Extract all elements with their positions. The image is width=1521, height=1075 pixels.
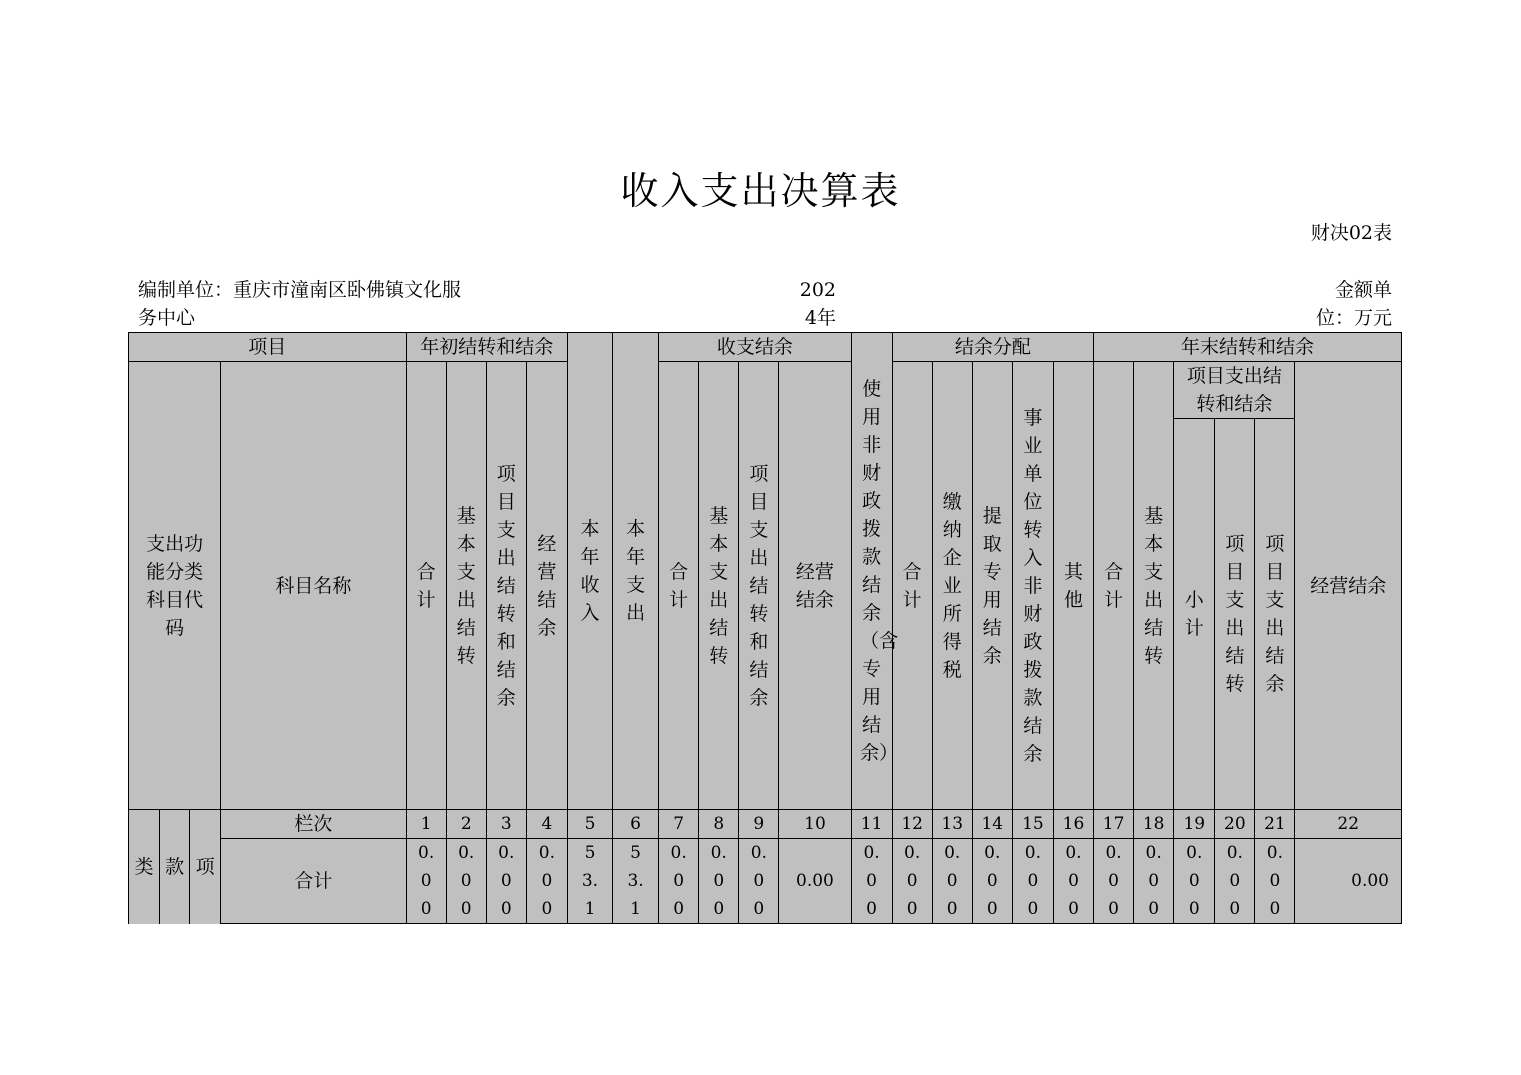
header-lei: 类 [129, 810, 160, 924]
header-distribution-group: 结余分配 [892, 333, 1093, 362]
column-number: 12 [892, 810, 932, 839]
total-cell: 0.00 [406, 839, 446, 924]
total-cell: 0.00 [699, 839, 739, 924]
column-number: 10 [779, 810, 851, 839]
column-number: 19 [1174, 810, 1215, 839]
column-number: 1 [406, 810, 446, 839]
total-cell: 0.00 [1174, 839, 1215, 924]
column-number: 7 [659, 810, 699, 839]
column-number: 20 [1215, 810, 1255, 839]
header-opening-basic-carry: 基本支出结转 [446, 362, 486, 810]
column-number: 6 [613, 810, 659, 839]
column-number: 17 [1094, 810, 1134, 839]
total-cell: 53.1 [567, 839, 612, 924]
column-number: 2 [446, 810, 486, 839]
total-cell: 0.00 [1255, 839, 1295, 924]
total-cell: 0.00 [446, 839, 486, 924]
header-closing-project-sub-group: 项目支出结转和结余 [1174, 362, 1295, 419]
total-cell: 0.00 [739, 839, 779, 924]
header-closing-operating-balance: 经营结余 [1295, 362, 1402, 810]
header-opening-group: 年初结转和结余 [406, 333, 567, 362]
header-dist-special-fund: 提取专用结余 [972, 362, 1012, 810]
total-cell: 0.00 [851, 839, 892, 924]
header-func-code: 支出功能分类科目代码 [129, 362, 221, 810]
header-dist-corp-tax: 缴纳企业所得税 [932, 362, 972, 810]
total-cell: 0.00 [1094, 839, 1134, 924]
column-number: 3 [486, 810, 526, 839]
column-number: 16 [1053, 810, 1093, 839]
header-dist-other: 其他 [1053, 362, 1093, 810]
header-dist-transfer-nonfiscal: 事业单位转入非财政拨款结余 [1012, 362, 1053, 810]
column-number: 11 [851, 810, 892, 839]
header-opening-total: 合计 [406, 362, 446, 810]
column-number: 13 [932, 810, 972, 839]
amount-unit: 金额单位：万元 [1315, 279, 1392, 329]
total-cell: 0.00 [892, 839, 932, 924]
header-balance-total: 合计 [659, 362, 699, 810]
column-number: 21 [1255, 810, 1295, 839]
header-closing-subtotal: 小计 [1174, 419, 1215, 810]
total-cell: 0.00 [932, 839, 972, 924]
page-title: 收入支出决算表 [620, 169, 901, 213]
total-cell: 0.00 [1012, 839, 1053, 924]
header-project: 项目 [129, 333, 407, 362]
header-balance-basic-carry: 基本支出结转 [699, 362, 739, 810]
total-cell: 0.00 [972, 839, 1012, 924]
header-kuan: 款 [160, 810, 190, 924]
column-number-label: 栏次 [221, 810, 406, 839]
header-closing-project-carry: 项目支出结转 [1215, 419, 1255, 810]
total-cell: 53.1 [613, 839, 659, 924]
column-number-row [129, 810, 1402, 839]
header-balance-operating-balance: 经营结余 [779, 362, 851, 810]
header-closing-basic-carry: 基本支出结转 [1134, 362, 1174, 810]
form-code: 财决02表 [1310, 222, 1392, 244]
header-opening-project-carry-balance: 项目支出结转和结余 [486, 362, 526, 810]
total-cell: 0.00 [659, 839, 699, 924]
header-balance-group: 收支结余 [659, 333, 851, 362]
header-closing-group: 年末结转和结余 [1094, 333, 1402, 362]
header-closing-project-balance: 项目支出结余 [1255, 419, 1295, 810]
header-expenditure: 本年支出 [613, 333, 659, 810]
column-number: 18 [1134, 810, 1174, 839]
header-nonfiscal-use: 使用非财政拨款结余（含专用结余） [851, 333, 892, 810]
column-number: 5 [567, 810, 612, 839]
header-revenue: 本年收入 [567, 333, 612, 810]
total-row [129, 839, 1402, 924]
header-balance-project-carry-balance: 项目支出结转和结余 [739, 362, 779, 810]
column-number: 14 [972, 810, 1012, 839]
column-number: 15 [1012, 810, 1053, 839]
total-cell: 0.00 [1215, 839, 1255, 924]
total-cell: 0.00 [1134, 839, 1174, 924]
header-opening-operating-balance: 经营结余 [526, 362, 567, 810]
header-subject-name: 科目名称 [221, 362, 406, 810]
header-xiang: 项 [190, 810, 221, 924]
column-number: 4 [526, 810, 567, 839]
income-expenditure-table [128, 332, 1402, 924]
total-row-label: 合计 [221, 839, 406, 924]
header-closing-total: 合计 [1094, 362, 1134, 810]
total-cell: 0.00 [1053, 839, 1093, 924]
compiling-unit: 编制单位：重庆市潼南区卧佛镇文化服务中心 [138, 279, 462, 329]
column-number: 22 [1295, 810, 1402, 839]
report-year: 2024年 [799, 279, 836, 329]
header-dist-total: 合计 [892, 362, 932, 810]
column-number: 9 [739, 810, 779, 839]
total-cell: 0.00 [526, 839, 567, 924]
column-number: 8 [699, 810, 739, 839]
total-cell: 0.00 [779, 839, 851, 924]
total-cell: 0.00 [486, 839, 526, 924]
total-cell: 0.00 [1295, 839, 1402, 924]
